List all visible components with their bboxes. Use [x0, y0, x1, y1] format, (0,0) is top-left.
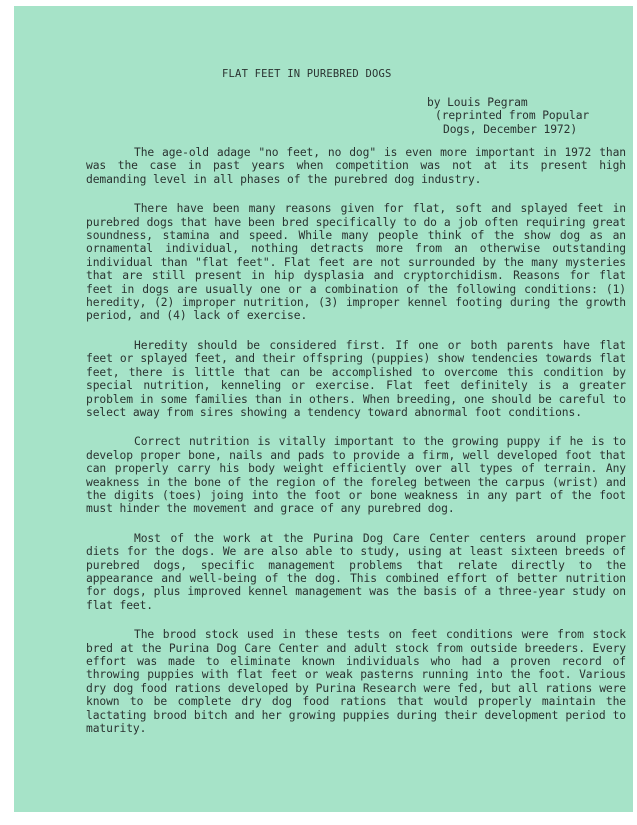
document-page: [14, 6, 633, 812]
paragraph-intro: The age-old adage "no feet, no dog" is even more important in 1972 than was the case in past years when competition was not at its present high demanding level in all phases of the purebred dog industry.: [86, 146, 626, 186]
byline-author: by Louis Pegram: [427, 96, 528, 109]
paragraph-purina-work: Most of the work at the Purina Dog Care Center centers around proper diets for the dogs. We are also able to study, using at least sixteen breeds of purebred dogs, specific management problems that relate directly to the appearance and well-being of the dog. This combined effort of better nutrition for dogs, plus improved kennel management was the basis of a three-year study on flat feet.: [86, 531, 626, 612]
paragraph-heredity: Heredity should be considered first. If one or both parents have flat feet or splayed feet, and their offspring (puppies) show tendencies towards flat feet, there is little that can be accomplished to overcome this condition by special nutrition, kenneling or exercise. Flat feet definitely is a greater problem in some families than in others. When breeding, one should be careful to select away from sires showing a tendency toward abnormal foot conditions.: [86, 338, 626, 419]
byline: [427, 96, 627, 136]
paragraph-brood-stock: The brood stock used in these tests on feet conditions were from stock bred at the Purina Dog Care Center and adult stock from outside breeders. Every effort was made to eliminate known individuals who had a proven record of throwing puppies with flat feet or weak pasterns running into the foot. Various dry dog food rations developed by Purina Research were fed, but all rations were known to be complete dry dog food rations that would properly maintain the lactating brood bitch and her growing puppies during their development period to maturity.: [86, 628, 626, 736]
byline-source: (reprinted from Popular: [435, 109, 590, 123]
paragraph-reasons: There have been many reasons given for flat, soft and splayed feet in purebred dogs that have been bred specifically to do a job often requiring great soundness, stamina and speed. While many people think of the show dog as an ornamental individual, nothing detracts more from an otherwise outstanding individual than "flat feet". Flat feet are not surrounded by the many mysteries that are still present in hip dysplasia and cryptorchidism. Reasons for flat feet in dogs are usually one or a combination of the following conditions: (1) heredity, (2) improper nutrition, (3) improper kennel footing during the growth period, and (4) lack of exercise.: [86, 202, 626, 323]
article-body: [86, 146, 626, 735]
paragraph-nutrition: Correct nutrition is vitally important to the growing puppy if he is to develop proper bone, nails and pads to provide a firm, well developed foot that can properly carry his body weight efficiently over all types of terrain. Any weakness in the bone of the region of the foreleg between the carpus (wrist) and the digits (toes) joing into the foot or bone weakness in any part of the foot must hinder the movement and grace of any purebred dog.: [86, 435, 626, 516]
document-title: FLAT FEET IN PUREBRED DOGS: [222, 68, 392, 80]
byline-date: Dogs, December 1972): [443, 122, 578, 136]
